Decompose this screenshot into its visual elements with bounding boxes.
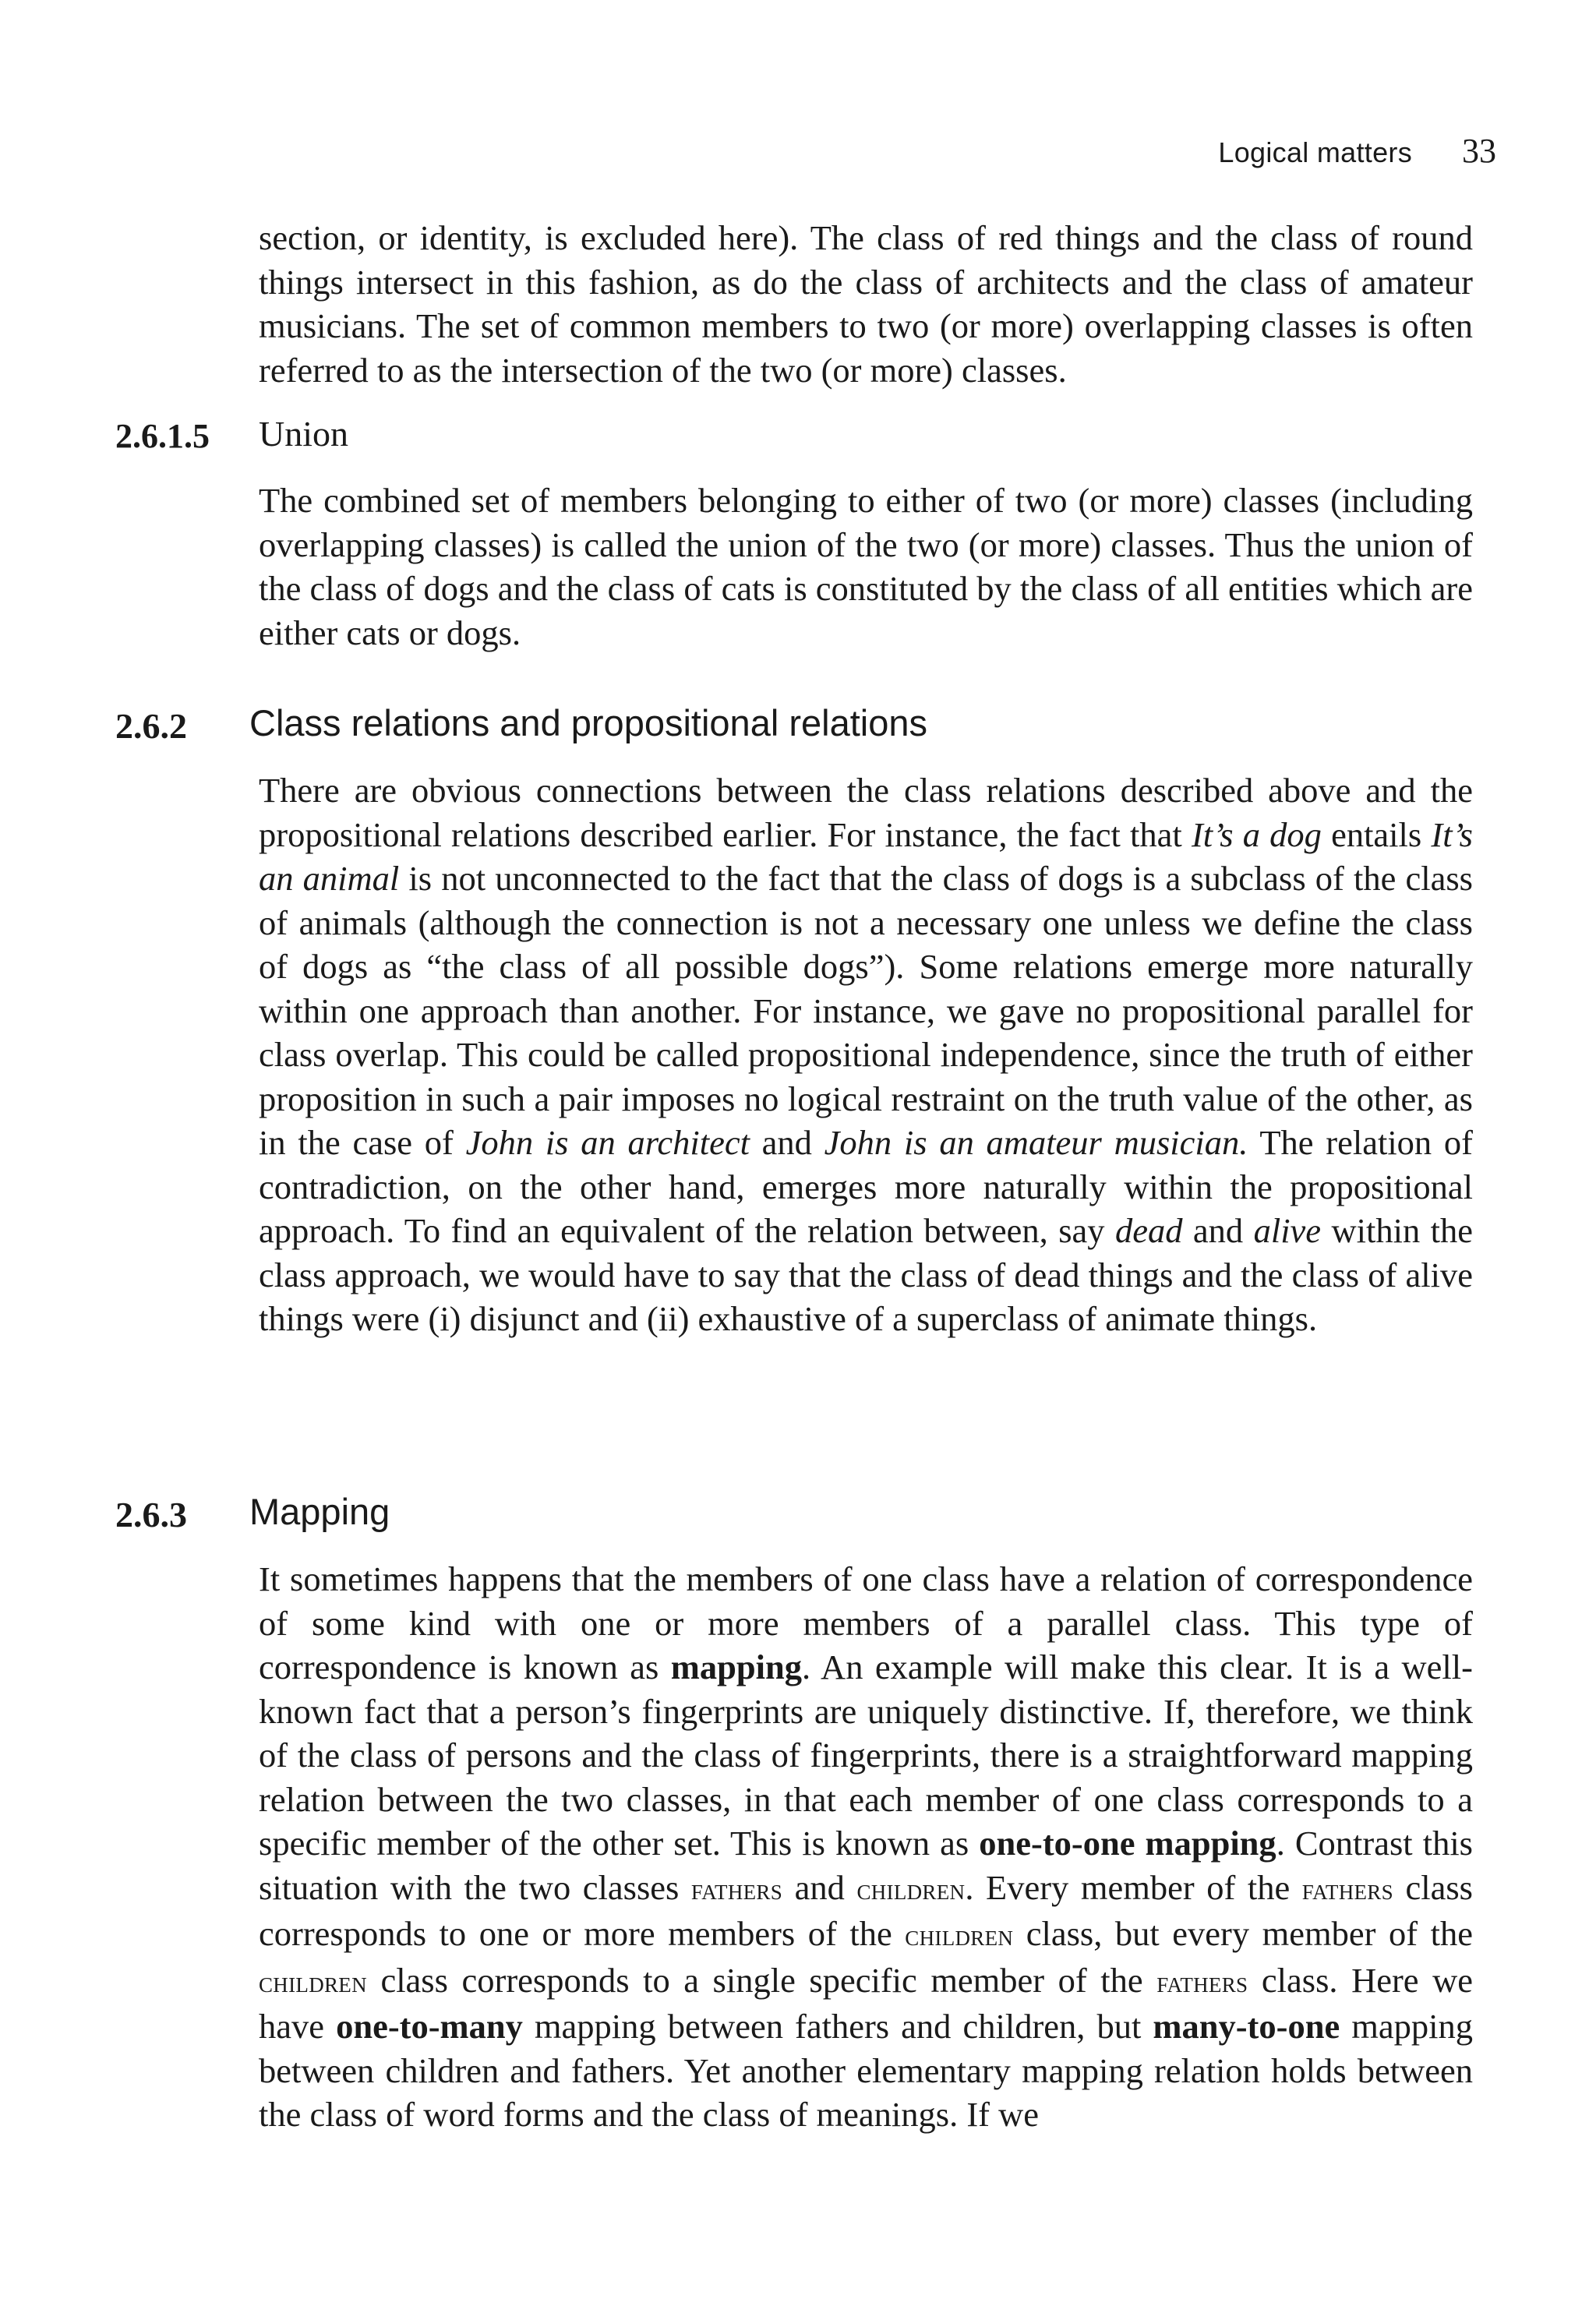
section-number-mapping: 2.6.3 xyxy=(115,1495,187,1534)
union-paragraph: The combined set of members belonging to either of two (or more) classes (including overlapping classes) is called the union of the two (or more) classes. Thus the union of the class of dogs and the class of cats is constituted by the class of all entities which are either cats or dogs. xyxy=(259,481,1473,652)
running-title: Logical matters xyxy=(1218,136,1412,168)
page-number: 33 xyxy=(1462,132,1496,170)
class-relations-paragraph: There are obvious connections between the class relations described above and the propositional relations described earlier. For instance, the fact that It’s a dog entails It’s an animal is not unconnected to the fact that the class of dogs is a subclass of the class of animals (although the connection is not a necessary one unless we define the class of dogs as “the class of all possible dogs”). Some relations emerge more naturally within one approach than another. For instance, we gave no propositional parallel for class overlap. This could be called propositional independence, since the truth of either proposition in such a pair imposes no logical restraint on the truth value of the other, as in the case of John is an architect and John is an amateur musician. The relation of contradiction, on the other hand, emerges more naturally within the propositional approach. To find an equivalent of the relation between, say dead and alive within the class approach, we would have to say that the class of dead things and the class of alive things were (i) disjunct and (ii) exhaustive of a superclass of animate things. xyxy=(259,771,1473,1338)
mapping-paragraph: It sometimes happens that the members of one class have a relation of correspondence of some kind with one or more members of a parallel class. This type of correspondence is known as mapping. An example will make this clear. It is a well-known fact that a person’s fingerprints are uniquely distinctive. If, therefore, we think of the class of persons and the class of fingerprints, there is a straightforward mapping relation between the two classes, in that each member of one class corresponds to a specific member of the other set. This is known as one-to-one mapping. Contrast this situation with the two classes fathers and children. Every member of the fathers class corresponds to one or more members of the children class, but every member of the children class corresponds to a single specific member of the fathers class. Here we have one-to-many mapping between fathers and children, but many-to-one mapping between children and fathers. Yet another elementary mapping relation holds between the class of word forms and the class of meanings. If we xyxy=(259,1559,1473,2134)
mapping-paragraph-block xyxy=(259,1557,1473,2137)
section-number-union: 2.6.1.5 xyxy=(115,417,210,455)
section-title-union: Union xyxy=(259,414,348,454)
section-title-mapping: Mapping xyxy=(249,1491,390,1532)
section-title-class-relations: Class relations and propositional relations xyxy=(249,702,927,743)
intersection-paragraph-block xyxy=(259,216,1473,392)
union-paragraph-block xyxy=(259,479,1473,655)
class-relations-paragraph-block xyxy=(259,768,1473,1341)
section-number-class-relations: 2.6.2 xyxy=(115,706,187,746)
intersection-paragraph: section, or identity, is excluded here). The class of red things and the class of round things intersect in this fashion, as do the class of architects and the class of amateur musicians. The set of common members to two (or more) overlapping classes is often referred to as the intersection of the two (or more) classes. xyxy=(259,218,1473,390)
running-head xyxy=(1114,131,1496,171)
